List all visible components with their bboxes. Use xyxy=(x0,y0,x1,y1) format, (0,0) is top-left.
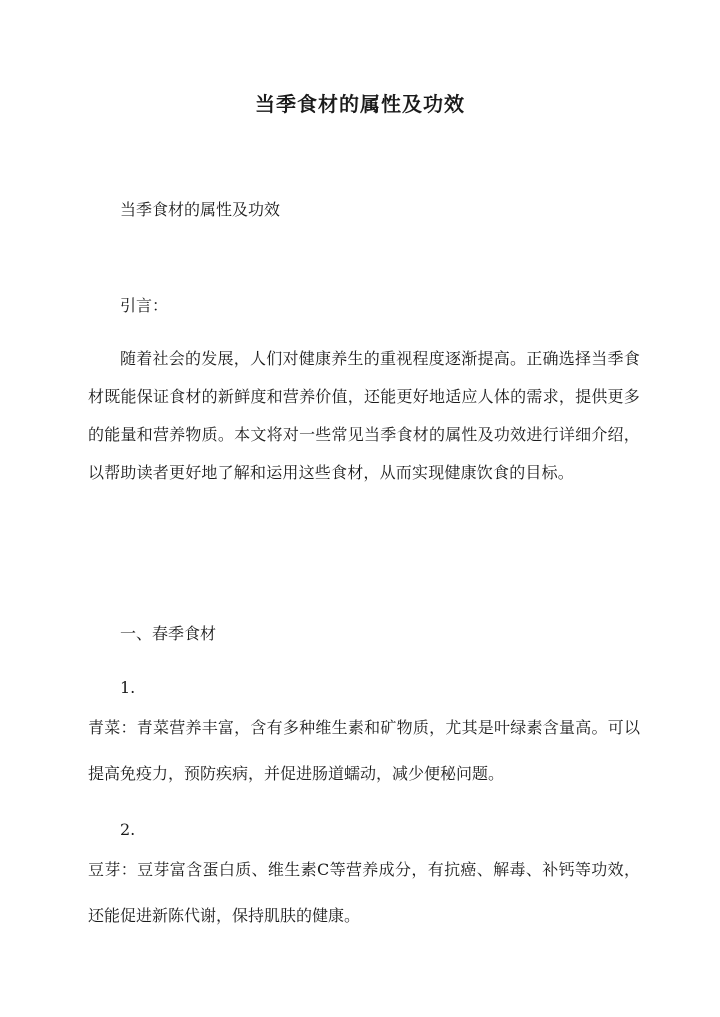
item-number: 1. xyxy=(120,678,136,697)
intro-paragraph: 随着社会的发展，人们对健康养生的重视程度逐渐提高。正确选择当季食材既能保证食材的新鲜度和营养价值，还能更好地适应人体的需求，提供更多的能量和营养物质。本文将对一些常见当季食材的属性及功效进行详细介绍，以帮助读者更好地了解和运用这些食材，从而实现健康饮食的目标。 xyxy=(88,349,640,482)
item-text: 青菜：青菜营养丰富，含有多种维生素和矿物质，尤其是叶绿素含量高。可以提高免疫力，预防疾病，并促进肠道蠕动，减少便秘问题。 xyxy=(88,718,640,783)
intro-heading: 引言： xyxy=(120,296,169,315)
item-number: 2. xyxy=(120,820,136,839)
section-heading-spring: 一、春季食材 xyxy=(120,624,217,643)
document-title: 当季食材的属性及功效 xyxy=(255,92,465,116)
document-subtitle: 当季食材的属性及功效 xyxy=(120,200,281,219)
item-text: 豆芽：豆芽富含蛋白质、维生素C等营养成分，有抗癌、解毒、补钙等功效，还能促进新陈代谢，保持肌肤的健康。 xyxy=(88,860,640,925)
